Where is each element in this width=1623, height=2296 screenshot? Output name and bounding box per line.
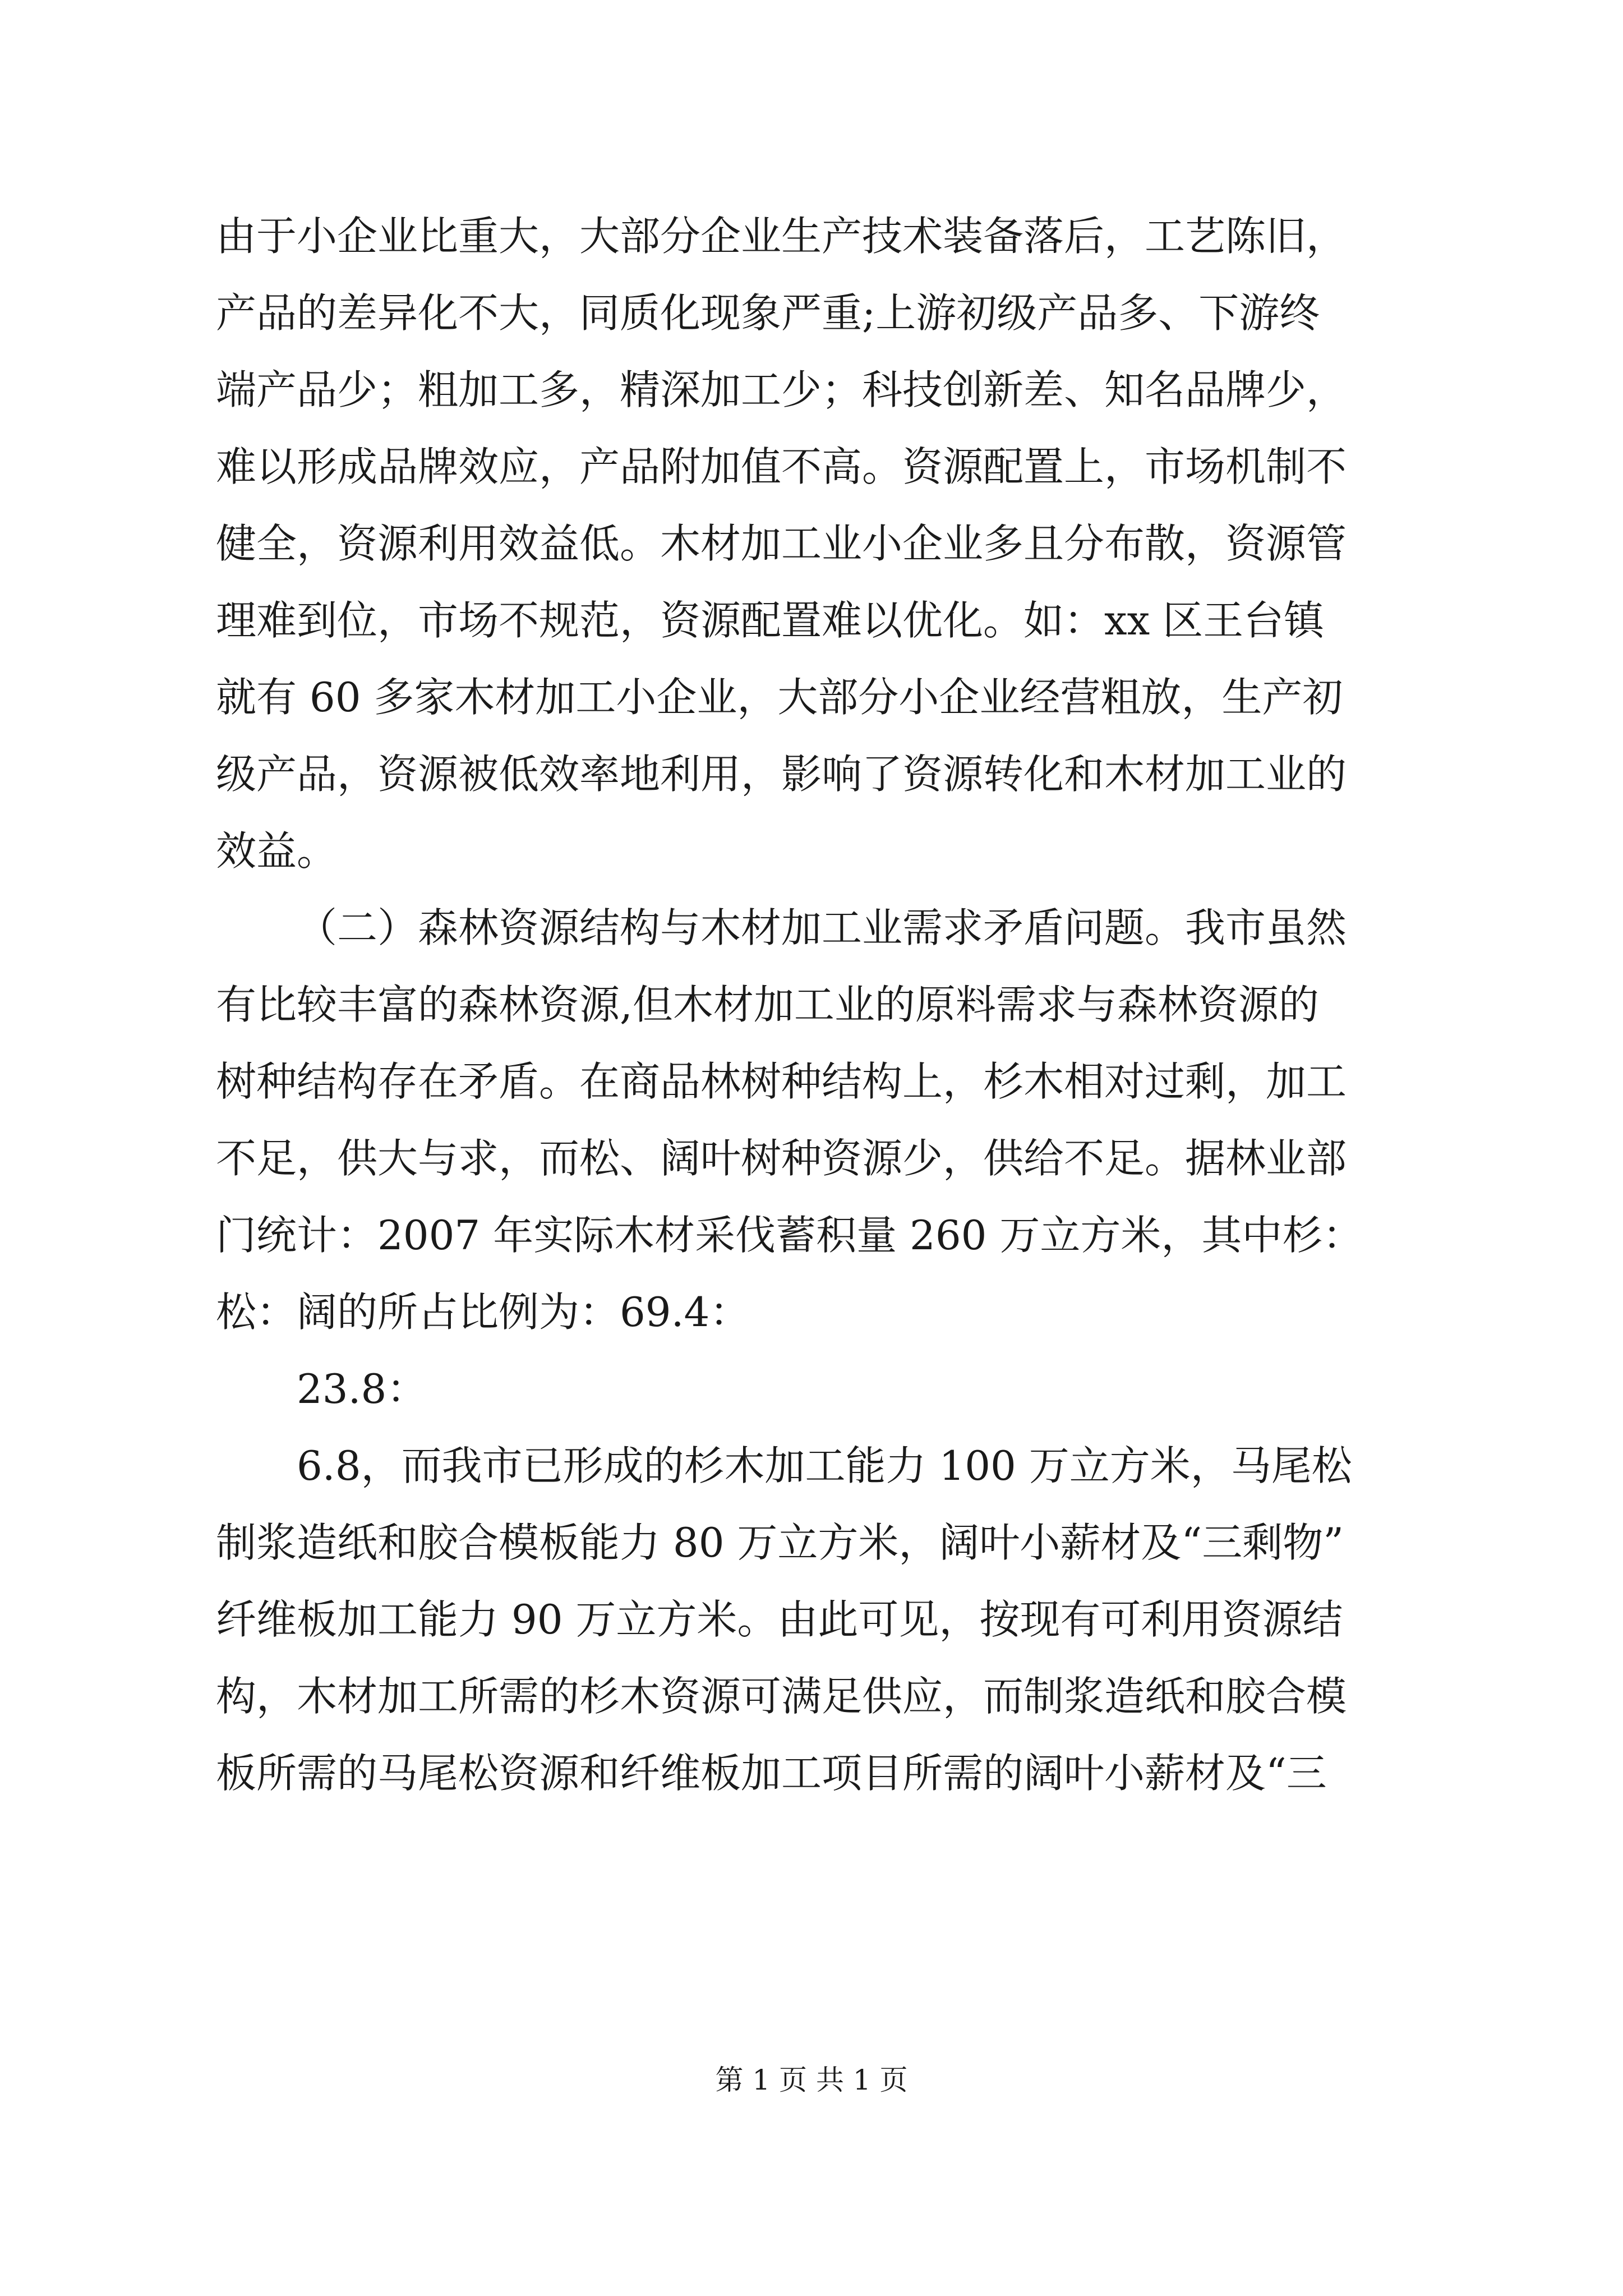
text-line: 制浆造纸和胶合模板能力 80 万立方米，阔叶小薪材及“三剩物” (216, 1519, 1344, 1566)
text-line: 板所需的马尾松资源和纤维板加工项目所需的阔叶小薪材及“三 (216, 1750, 1327, 1797)
text-line: 构，木材加工所需的杉木资源可满足供应，而制浆造纸和胶合模 (216, 1673, 1347, 1720)
text-line: 难以形成品牌效应，产品附加值不高。资源配置上，市场机制不 (216, 443, 1347, 490)
text-line: 树种结构存在矛盾。在商品林树种结构上，杉木相对过剩，加工 (216, 1058, 1347, 1105)
text-line: 不足，供大与求，而松、阔叶树种资源少，供给不足。据林业部 (216, 1135, 1347, 1182)
text-line: 门统计：2007 年实际木材采伐蓄积量 260 万立方米，其中杉： (216, 1212, 1363, 1259)
text-line: 就有 60 多家木材加工小企业，大部分小企业经营粗放，生产初 (216, 674, 1343, 721)
text-line: 松：阔的所占比例为：69.4： (216, 1289, 750, 1336)
text-line: 理难到位，市场不规范，资源配置难以优化。如：xx 区王台镇 (216, 597, 1325, 644)
text-line: 级产品，资源被低效率地利用，影响了资源转化和木材加工业的 (216, 751, 1347, 798)
page-number-footer: 第 1 页 共 1 页 (715, 2064, 908, 2096)
text-line: 健全，资源利用效益低。木材加工业小企业多且分布散，资源管 (216, 520, 1347, 567)
text-line: 纤维板加工能力 90 万立方米。由此可见，按现有可利用资源结 (216, 1596, 1343, 1643)
text-line: 产品的差异化不大，同质化现象严重;上游初级产品多、下游终 (216, 289, 1320, 337)
text-line: 效益。 (216, 827, 338, 875)
text-line: 由于小企业比重大，大部分企业生产技术装备落后，工艺陈旧， (216, 213, 1347, 260)
text-line: 23.8： (297, 1365, 427, 1412)
section-heading-line: （二）森林资源结构与木材加工业需求矛盾问题。我市虽然 (297, 904, 1347, 951)
text-line: 6.8，而我市已形成的杉木加工能力 100 万立方米，马尾松 (297, 1442, 1352, 1489)
text-line: 端产品少；粗加工多，精深加工少；科技创新差、知名品牌少， (216, 366, 1347, 413)
text-line: 有比较丰富的森林资源,但木材加工业的原料需求与森林资源的 (216, 981, 1319, 1028)
